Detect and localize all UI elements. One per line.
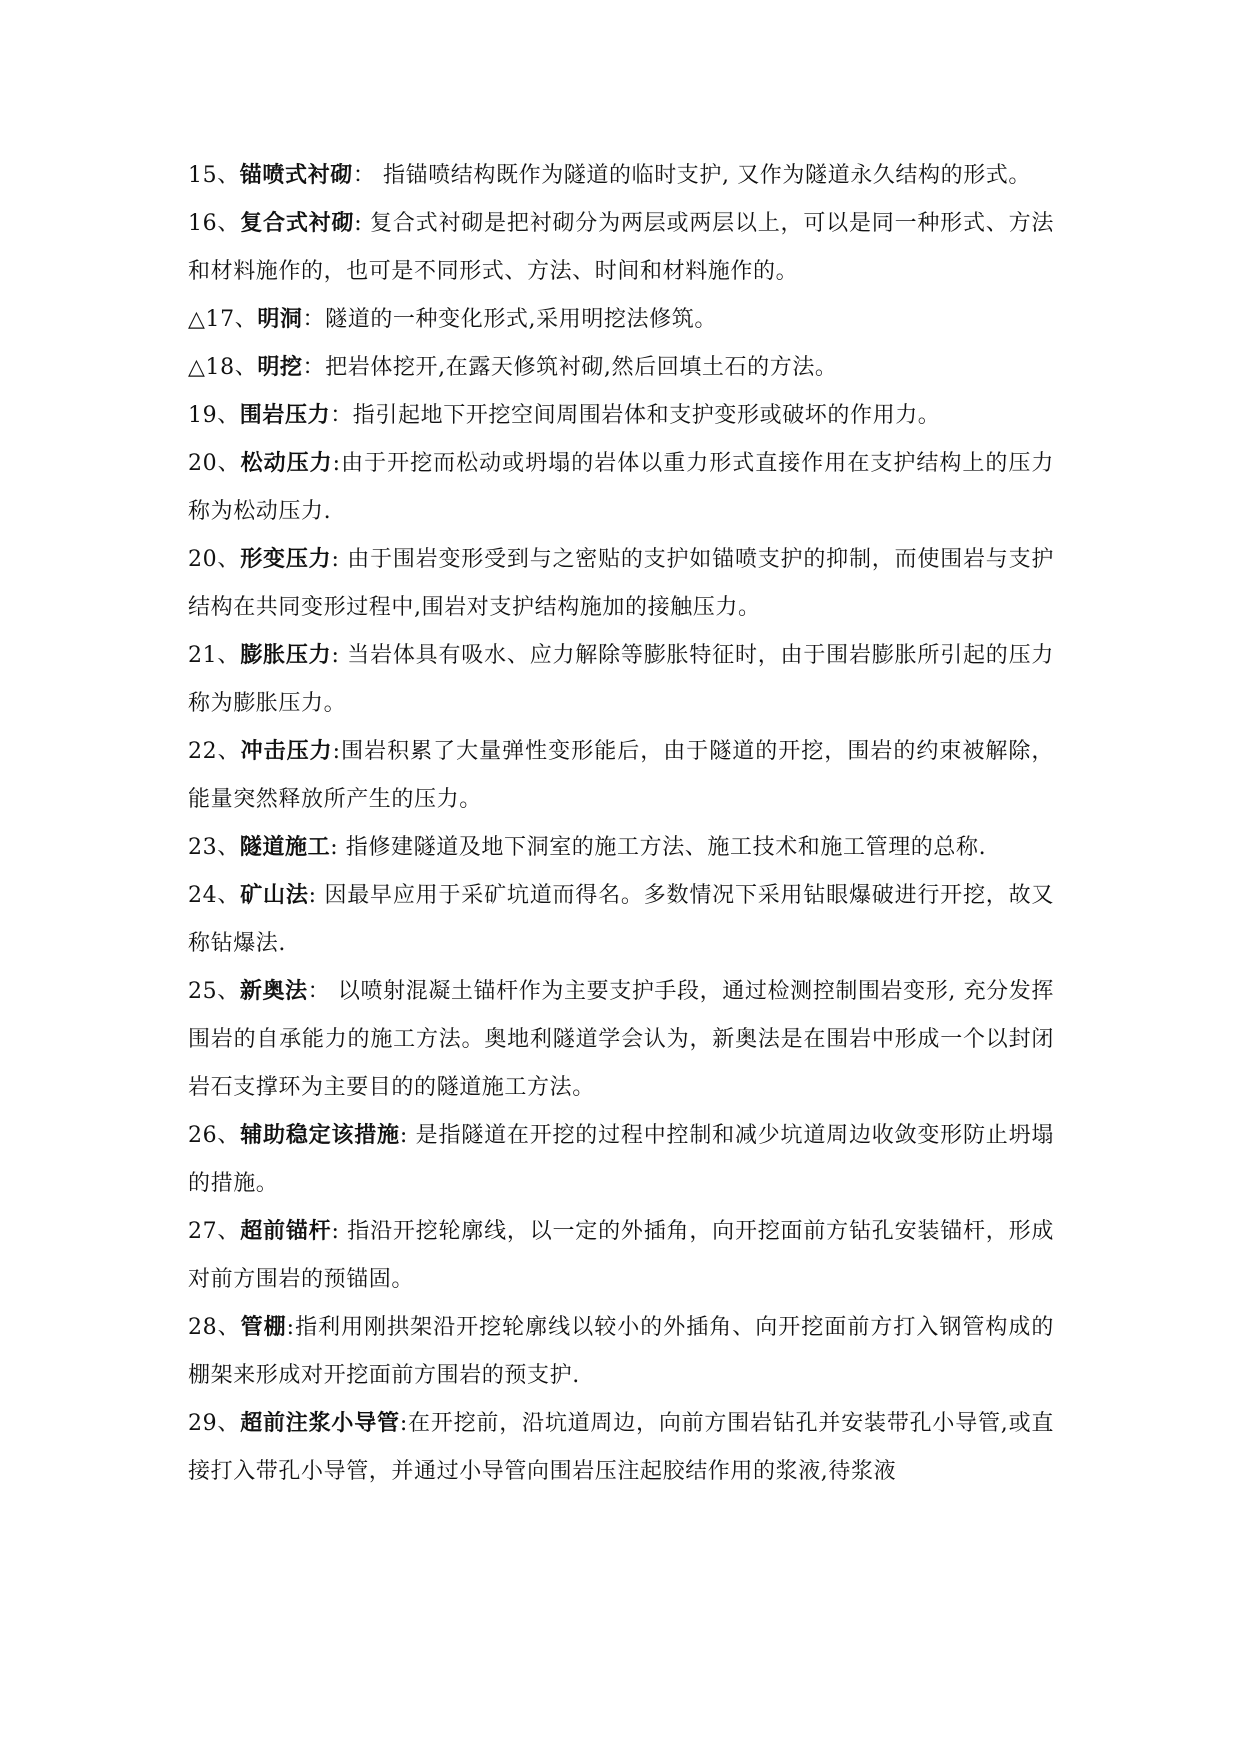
entry-term: 超前锚杆 [240,1219,332,1244]
entry-number: 23、 [188,835,240,860]
entry-definition: : 因最早应用于采矿坑道而得名。多数情况下采用钻眼爆破进行开挖，故又称钻爆法. [188,883,1055,956]
entry-definition: :在开挖前，沿坑道周边，向前方围岩钻孔并安装带孔小导管,或直接打入带孔小导管，并通过小导管向围岩压注起胶结作用的浆液,待浆液 [188,1411,1055,1484]
entry-22 [188,728,1054,824]
entry-25 [188,968,1054,1112]
entry-16 [188,200,1054,296]
entry-number: 20、 [188,451,241,476]
entry-29 [188,1400,1054,1496]
entry-term: 形变压力 [240,547,332,572]
entry-19 [188,392,1054,440]
entry-23 [188,824,1054,872]
document-body [188,152,1054,1496]
entry-term: 明洞 [257,307,303,332]
entry-term: 锚喷式衬砌 [239,163,353,188]
entry-definition: :指利用刚拱架沿开挖轮廓线以较小的外插角、向开挖面前方打入钢管构成的棚架来形成对开挖面前方围岩的预支护. [188,1315,1055,1388]
entry-term: 冲击压力 [240,739,333,764]
entry-definition: ：隧道的一种变化形式,采用明挖法修筑。 [302,307,717,332]
entry-definition: :围岩积累了大量弹性变形能后，由于隧道的开挖，围岩的约束被解除，能量突然释放所产生的压力。 [188,739,1054,812]
entry-definition: : 指沿开挖轮廓线，以一定的外插角，向开挖面前方钻孔安装锚杆，形成对前方围岩的预锚固。 [188,1219,1055,1292]
entry-term: 矿山法 [240,883,309,908]
entry-number: △18、 [188,355,258,380]
entry-term: 膨胀压力 [240,643,332,668]
entry-number: 22、 [188,739,241,764]
entry-term: 隧道施工 [239,835,331,860]
entry-definition: : 由于围岩变形受到与之密贴的支护如锚喷支护的抑制，而使围岩与支护结构在共同变形过程中,围岩对支护结构施加的接触压力。 [188,547,1055,620]
entry-number: 29、 [188,1411,241,1436]
entry-15 [188,152,1054,200]
entry-definition: ： 指锚喷结构既作为隧道的临时支护, 又作为隧道永久结构的形式。 [352,163,1031,188]
entry-number: 26、 [188,1123,241,1148]
entry-definition: : 当岩体具有吸水、应力解除等膨胀特征时，由于围岩膨胀所引起的压力称为膨胀压力。 [188,643,1055,716]
entry-20a [188,440,1054,536]
entry-18 [188,344,1054,392]
entry-number: 19、 [188,403,240,428]
entry-17 [188,296,1054,344]
entry-number: 20、 [188,547,241,572]
entry-number: 28、 [188,1315,241,1340]
entry-definition: : 指修建隧道及地下洞室的施工方法、施工技术和施工管理的总称. [330,835,987,860]
entry-28 [188,1304,1054,1400]
entry-term: 超前注浆小导管 [240,1411,400,1436]
entry-term: 明挖 [257,355,303,380]
entry-number: 16、 [188,211,241,236]
entry-20b [188,536,1054,632]
entry-26 [188,1112,1054,1208]
entry-number: 25、 [188,979,240,1004]
entry-number: 15、 [188,163,240,188]
entry-definition: : 是指隧道在开挖的过程中控制和减少坑道周边收敛变形防止坍塌的措施。 [188,1123,1055,1196]
entry-24 [188,872,1054,968]
entry-21 [188,632,1054,728]
entry-definition: ： 以喷射混凝土锚杆作为主要支护手段，通过检测控制围岩变形, 充分发挥围岩的自承能力的施工方法。奥地利隧道学会认为，新奥法是在围岩中形成一个以封闭岩石支撑环为主要目的的隧道施工方法。 [188,979,1055,1100]
entry-term: 复合式衬砌 [240,211,355,236]
entry-definition: :由于开挖而松动或坍塌的岩体以重力形式直接作用在支护结构上的压力称为松动压力. [188,451,1054,524]
entry-definition: ：把岩体挖开,在露天修筑衬砌,然后回填土石的方法。 [302,355,838,380]
entry-27 [188,1208,1054,1304]
entry-number: 21、 [188,643,241,668]
entry-term: 管棚 [240,1315,287,1340]
entry-term: 新奥法 [239,979,308,1004]
entry-number: △17、 [188,307,258,332]
entry-term: 辅助稳定该措施 [240,1123,400,1148]
entry-number: 27、 [188,1219,241,1244]
entry-number: 24、 [188,883,241,908]
entry-term: 围岩压力 [239,403,331,428]
entry-definition: ：指引起地下开挖空间周围岩体和支护变形或破坏的作用力。 [330,403,941,428]
entry-definition: : 复合式衬砌是把衬砌分为两层或两层以上，可以是同一种形式、方法和材料施作的，也可是不同形式、方法、时间和材料施作的。 [188,211,1055,284]
entry-term: 松动压力 [240,451,333,476]
